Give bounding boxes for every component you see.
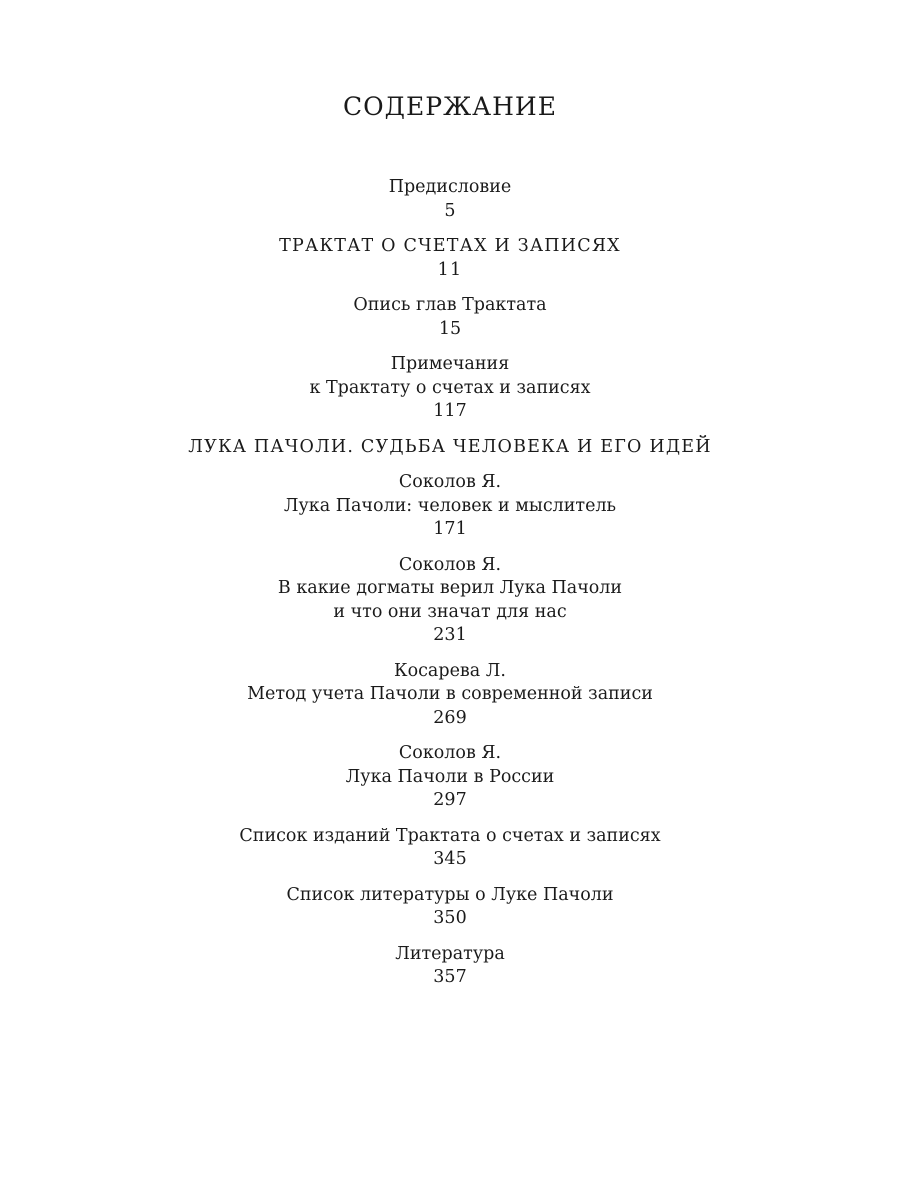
toc-entry-title: ТРАКТАТ О СЧЕТАХ И ЗАПИСЯХ xyxy=(279,236,621,256)
toc-entry-author: Соколов Я. xyxy=(398,743,502,763)
toc-entry xyxy=(0,294,900,341)
toc-entry xyxy=(0,554,900,648)
toc-entry xyxy=(0,825,900,872)
toc-entry-title: Литература xyxy=(395,943,505,964)
toc-entry-title-cont: и что они значат для нас xyxy=(333,601,567,622)
toc-entry-author: Косарева Л. xyxy=(394,660,506,681)
toc-entry-title: Список изданий Трактата о счетах и записях xyxy=(239,825,661,846)
page-title: СОДЕРЖАНИЕ xyxy=(343,92,557,121)
toc-entry-title: Опись глав Трактата xyxy=(353,295,547,315)
toc-page-number: 5 xyxy=(444,200,456,221)
toc-page-number: 11 xyxy=(437,259,463,280)
toc-entry-author: Соколов Я. xyxy=(398,554,502,575)
toc-entry xyxy=(0,742,900,813)
toc-entry xyxy=(0,884,900,931)
toc-entry xyxy=(0,176,900,223)
toc-entry-author: Соколов Я. xyxy=(398,472,502,492)
table-of-contents xyxy=(0,176,900,1002)
toc-page-number: 231 xyxy=(433,625,467,645)
toc-page-number: 269 xyxy=(433,707,467,728)
toc-entry xyxy=(0,235,900,282)
toc-entry-title: Предисловие xyxy=(388,177,512,197)
toc-entry-subtitle: к Трактату о счетах и записях xyxy=(309,377,591,398)
toc-page-number: 345 xyxy=(433,849,467,869)
toc-page-number: 171 xyxy=(433,519,467,539)
toc-entry-title: В какие догматы верил Лука Пачоли xyxy=(277,578,623,598)
toc-page-number: 297 xyxy=(433,790,467,810)
toc-entry-title: Список литературы о Луке Пачоли xyxy=(286,884,614,905)
toc-entry-title: Лука Пачоли: человек и мыслитель xyxy=(283,495,617,516)
toc-entry xyxy=(0,471,900,542)
toc-entry-title: Примечания xyxy=(390,354,510,374)
toc-entry xyxy=(0,943,900,990)
toc-section-heading: ЛУКА ПАЧОЛИ. СУДЬБА ЧЕЛОВЕКА И ЕГО ИДЕЙ xyxy=(188,436,712,457)
toc-page-number: 357 xyxy=(433,967,467,987)
toc-page-number: 350 xyxy=(433,908,467,928)
toc-page-number: 15 xyxy=(438,318,462,339)
toc-page-number: 117 xyxy=(433,401,467,421)
toc-entry xyxy=(0,353,900,424)
toc-entry-title: Лука Пачоли в России xyxy=(345,766,555,787)
toc-entry xyxy=(0,660,900,731)
toc-entry-title: Метод учета Пачоли в современной записи xyxy=(247,684,653,704)
